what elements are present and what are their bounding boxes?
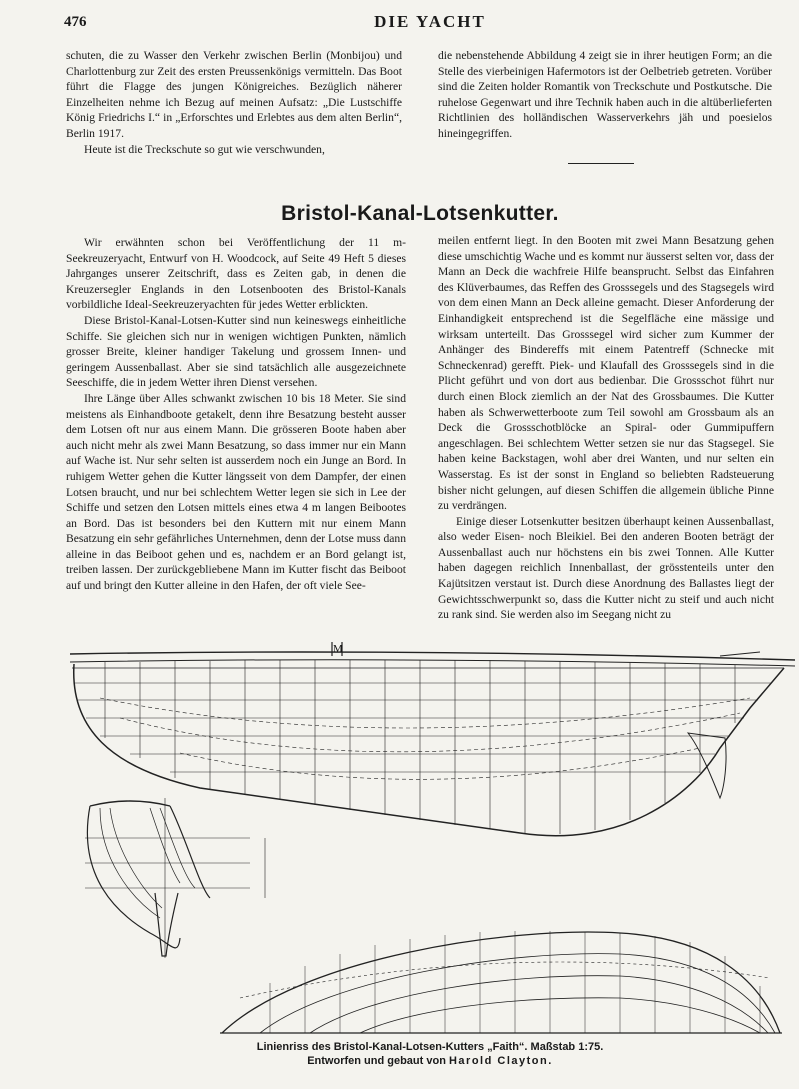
section-divider (568, 163, 634, 164)
paragraph: Ihre Länge über Alles schwankt zwischen 10 bis 18 Meter. Sie sind meistens als Einhandboote getakelt, denn ihre Besatzung besteht ausser dem Lotsen oft nur aus einem Mann. Die grösseren Boote haben aber auch nicht mehr als zwei Mann Besatzung, so dass immer nur ein Mann auf Wache ist. Nur sehr selten ist ausserdem noch ein Junge an Bord. In ruhigem Wetter gehen die Kutter längsseit von dem Dampfer, der einen Lotsen braucht, und nur bei schlechtem Wetter legen sie sich in Lee der Schiffe und setzen den Lotsen mittels eines etwa 4 m langen Beibootes an Bord. Das ist besonders bei den Kuttern mit nur einem Mann Besatzung ein sehr gefährliches Unternehmen, denn der Lotse muss dann alleine in das Beiboot gehen und es, nachdem er an Bord gelangt ist, treiben lassen. Der zurückgebliebene Mann im Kutter fischt das Beiboot auf und bringt den Kutter alleine in den Hafen, der oft viele See- (66, 391, 406, 593)
paragraph: schuten, die zu Wasser den Verkehr zwischen Berlin (Monbijou) und Charlottenburg zur Zeit des ersten Preussenkönigs vermitteln. Das Boot führt die Flagge des jungen Königreiches. Bezüglich näherer Einzelheiten nehme ich Bezug auf meinen Aufsatz: „Die Lustschiffe König Friedrichs I.“ in „Erforschtes und Erlebtes aus dem alten Berlin“, Berlin 1917. (66, 49, 402, 140)
top-left-column (66, 48, 402, 157)
body-right-column (438, 233, 774, 623)
paragraph: Diese Bristol-Kanal-Lotsen-Kutter sind nun keineswegs einheitliche Schiffe. Sie gleichen sich nur in wenigen wichtigen Punkten, nämlich grosser Breite, kleiner handiger Takelung und grossem Innen- und geringem Aussenballast. Aber sie sind tatsächlich alle ausgezeichnete Seeschiffe, die in jedem Wetter ihren Dienst versehen. (66, 313, 406, 390)
profile-view (70, 642, 795, 836)
body-left-column (66, 235, 406, 594)
caption-credit-prefix: Entworfen und gebaut von (307, 1055, 446, 1067)
running-title: DIE YACHT (374, 12, 486, 31)
paragraph: die nebenstehende Abbildung 4 zeigt sie in ihrer heutigen Form; an die Stelle des vierbeinigen Hafermotors ist der Oelbetrieb getreten. Vorüber sind die Zeiten holder Romantik von Treckschute und Postkutsche. Die ruhelose Gegenwart und ihre Technik haben auch in die altüberlieferten Richtlinien des holländischen Wasserverkehrs jäh und poesielos hineingegriffen. (438, 49, 772, 140)
caption-line-1: Linienriss des Bristol-Kanal-Lotsen-Kutters „Faith“. Maßstab 1:75. (256, 1041, 604, 1053)
top-right-column (438, 48, 772, 142)
lines-plan-drawing (60, 638, 799, 1038)
body-plan-view (85, 798, 265, 958)
caption-designer-name: Harold Clayton. (448, 1055, 553, 1067)
caption-line-2 (0, 1054, 799, 1068)
half-breadth-view (220, 931, 782, 1033)
figure-caption (0, 1040, 799, 1068)
article-title: Bristol-Kanal-Lotsenkutter. (281, 202, 559, 225)
profile-mark: M (333, 643, 343, 655)
paragraph: meilen entfernt liegt. In den Booten mit zwei Mann Besatzung gehen diese umschichtig Wache und es kommt nur äusserst selten vor, dass der Mann an Deck die wachfreie Hilfe beansprucht. Selbst das Einfahren des Klüverbaumes, das Reffen des Grosssegels und des Stagsegels wird von dem einen Mann an Deck alleine gemacht. Dieser Anforderung der Einhandigkeit entsprechend ist die Segelfläche eine mässige und wirksam unterteilt. Das Grosssegel wird sicher zum Kummer der Anhänger des Bindereffs mit einem Patentreff (Schnecke mit Schneckenrad) gerefft. Piek- und Klaufall des Grosssegels sind in die Plicht geführt und von dort aus bedienbar. Die Grossschot führt nur durch einen Block ziemlich an der Nat des Grossbaumes. Die Kutter haben als Schwerwetterboote zum Teil sowohl am Grossbaum als an Deck die Grossschotblöcke an Spiral- oder Gummipuffern angeschlagen. Bei schlechtem Wetter setzen sie nur das Stagsegel. Sie haben keine Backstagen, wohl aber drei Wanten, und nur selten ein Wasserstag. Es ist der sonst in England so beliebten Radsteuerung bisher nicht gelungen, auf diesen Schiffen die allgemein übliche Pinne zu verdrängen. (438, 234, 774, 513)
paragraph: Wir erwähnten schon bei Veröffentlichung der 11 m-Seekreuzeryacht, Entwurf von H. Woodcock, auf Seite 49 Heft 5 dieses Jahrganges unserer Zeitschrift, dass es Zeiten gab, in denen die Kreuzersegler Englands in den Lotsenbooten des Bristol-Kanals vorbildliche Ideal-Seekreuzeryachten für jedes Wetter erblickten. (66, 236, 406, 312)
paragraph: Einige dieser Lotsenkutter besitzen überhaupt keinen Aussenballast, also weder Eisen- noch Bleikiel. Bei den anderen Booten beträgt der Aussenballast auch nur höchstens ein bis zwei Tonnen. Alle Kutter haben dagegen reichlich Innenballast, der grösstenteils unter den Kajütsitzen verstaut ist. Durch diese Anordnung des Ballastes liegt der Gewichtsschwerpunkt so, dass die Kutter nicht zu steif und auch nicht zu rank sind. Sie werden also im Seegang nicht zu (438, 514, 774, 622)
page-number: 476 (64, 14, 87, 30)
paragraph: Heute ist die Treckschute so gut wie verschwunden, (84, 142, 325, 156)
